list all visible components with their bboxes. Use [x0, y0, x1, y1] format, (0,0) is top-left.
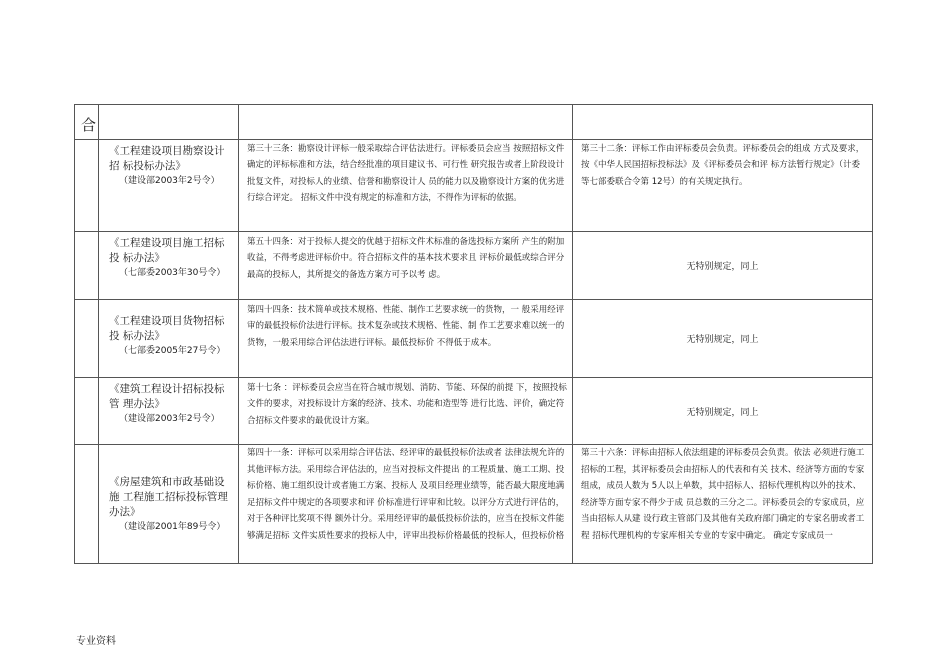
- table-header-row: [75, 105, 873, 140]
- clause-text: 第四十四条：技术简单或技术规格、性能、制作工艺要求统一的货物，一 般采用经评审的最低投标价法进行评标。技术复杂或技术规格、性能、制 作工艺要求难以统一的货物，一般采用综合评估法进行评标。最低投标价 不得低于成本。: [247, 305, 565, 348]
- clause-text: 第十七条 ：评标委员会应当在符合城市规划、消防、节能、环保的前提 下，按照投标文件的要求，对投标设计方案的经济、技术、功能和造型等 进行比选、评价，确定符合招标文件要求的最优设计方案。: [247, 383, 567, 426]
- regulation-title-cell: [99, 445, 239, 564]
- regulation-title-cell: [99, 140, 239, 232]
- committee-cell: [573, 378, 873, 445]
- committee-cell: [573, 300, 873, 378]
- table-row: [75, 300, 873, 378]
- regulation-title: 《工程建设项目勘察设计招 标投标办法》: [109, 145, 225, 172]
- clause-cell: [239, 140, 573, 232]
- committee-text: 无特别规定，同上: [686, 335, 759, 345]
- clause-cell: [239, 445, 573, 564]
- blank-cell: [75, 445, 99, 564]
- regulation-number: （七部委2003年30号令）: [119, 268, 226, 278]
- clause-text: 第五十四条：对于投标人提交的优越于招标文件术标准的备选投标方案所 产生的附加收益，不得考虑进评标价中。符合招标文件的基本技术要求且 评标价最低或综合评分最高的投标人，其所提交的备选方案方可予以考 虑。: [247, 237, 565, 280]
- committee-cell: [573, 140, 873, 232]
- clause-text: 第三十三条：勘察设计评标一般采取综合评估法进行。评标委员会应当 按照招标文件确定的评标标准和方法，结合经批准的项目建议书、可行性 研究报告或者上阶段设计批复文件，对投标人的业绩、信誉和勘察设计人 员的能力以及勘察设计方案的优劣进行综合评定。 招标文件中没有规定的标准和方法，不得作为评标的依据。: [247, 144, 565, 203]
- regulation-number: （建设部2003年2号令）: [119, 176, 220, 186]
- header-cell-empty: [573, 105, 873, 140]
- clause-cell: [239, 378, 573, 445]
- clause-cell: [239, 300, 573, 378]
- table-row: [75, 232, 873, 300]
- committee-cell: [573, 232, 873, 300]
- committee-text: 第三十二条：评标工作由评标委员会负责。评标委员会的组成 方式及要求，按《中华人民国招标投标法》及《评标委员会和评 标方法暂行规定》（计委等七部委联合令第 12号）的有关规定执行。: [581, 144, 865, 187]
- regulation-comparison-table: [74, 104, 873, 564]
- clause-cell: [239, 232, 573, 300]
- committee-text: 无特别规定，同上: [686, 407, 759, 418]
- clause-text: 第四十一条：评标可以采用综合评估法、经评审的最低投标价法或者 法律法规允许的其他评标方法。采用综合评估法的，应当对投标文件提出 的工程质量、施工工期、投标价格、施工组织设计或者施工方案、投标人 及项目经理业绩等，能否最大限度地满足招标文件中规定的各项要求和评 价标准进行评审和比较。以评分方式进行评估的，对于各种评比奖项不得 额外计分。采用经评审的最低投标价法的，应当在投标文件能够满足招标 文件实质性要求的投标人中，评审出投标价格最低的投标人，但投标价格: [247, 448, 565, 541]
- regulation-title: 《建筑工程设计招标投标管 理办法》: [109, 383, 225, 410]
- table-row: [75, 140, 873, 232]
- header-char: 合: [81, 116, 97, 134]
- blank-cell: [75, 232, 99, 300]
- regulation-number: （七部委2005年27号令）: [119, 346, 226, 356]
- regulation-title: 《工程建设项目施工招标投 标办法》: [109, 237, 225, 264]
- header-cell-empty: [99, 105, 239, 140]
- committee-text: 第三十六条：评标由招标人依法组建的评标委员会负责。依法 必须进行施工招标的工程，其评标委员会由招标人的代表和有关 技术、经济等方面的专家组成，成员人数为 5人以上单数，其中招标人、招标代理机构以外的技术、经济等方面专家不得少于成 员总数的三分之二。评标委员会的专家成员，应当由招标人从建 设行政主管部门及其他有关政府部门确定的专家名册或者工程 招标代理机构的专家库相关专业的专家中确定。 确定专家成员一: [581, 448, 865, 541]
- footer-label: 专业资料: [76, 636, 116, 647]
- blank-cell: [75, 378, 99, 445]
- regulation-title: 《房屋建筑和市政基础设施 工程施工招标投标管理办法》: [109, 476, 228, 518]
- regulation-number: （建设部2003年2号令）: [119, 414, 220, 424]
- table-row: [75, 445, 873, 564]
- header-cell-empty: [239, 105, 573, 140]
- blank-cell: [75, 140, 99, 232]
- committee-cell: [573, 445, 873, 564]
- committee-text: 无特别规定，同上: [686, 262, 759, 272]
- regulation-title-cell: [99, 300, 239, 378]
- regulation-title-cell: [99, 232, 239, 300]
- regulation-title-cell: [99, 378, 239, 445]
- table-row: [75, 378, 873, 445]
- header-cell: [75, 105, 99, 140]
- regulation-number: （建设部2001年89号令）: [119, 522, 226, 532]
- regulation-title: 《工程建设项目货物招标投 标办法》: [109, 315, 225, 342]
- blank-cell: [75, 300, 99, 378]
